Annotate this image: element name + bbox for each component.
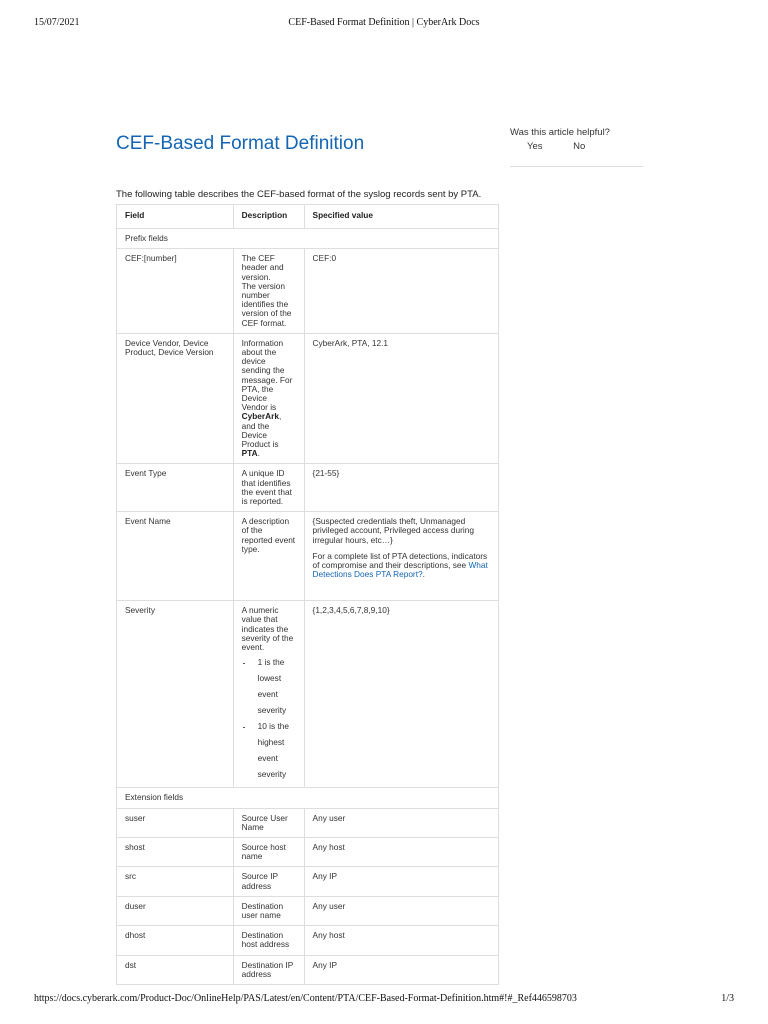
value-cell: Any host	[304, 837, 498, 866]
table-row	[117, 955, 499, 984]
field-cell: CEF:[number]	[117, 249, 234, 334]
list-item: 10 is the highest event severity	[242, 718, 296, 782]
description-cell: Source host name	[233, 837, 304, 866]
table-row	[117, 808, 499, 837]
section-row-extension	[117, 788, 499, 808]
field-cell: Event Name	[117, 512, 234, 601]
print-date: 15/07/2021	[34, 17, 80, 28]
value-cell: CyberArk, PTA, 12.1	[304, 333, 498, 464]
value-cell: Any user	[304, 896, 498, 925]
description-text: .	[257, 448, 260, 459]
section-row-prefix	[117, 229, 499, 249]
print-page-number: 1/3	[721, 993, 734, 1004]
value-cell	[304, 512, 498, 601]
header-field: Field	[117, 205, 234, 229]
value-cell: {1,2,3,4,5,6,7,8,9,10}	[304, 601, 498, 788]
description-cell: Destination IP address	[233, 955, 304, 984]
description-cell: Source IP address	[233, 867, 304, 896]
description-text: , and the Device Product is	[241, 411, 282, 450]
table-header-row	[117, 205, 499, 229]
field-cell: dst	[117, 955, 234, 984]
feedback-buttons	[527, 141, 613, 152]
table-row	[117, 601, 499, 788]
description-cell: A description of the reported event type.	[233, 512, 304, 601]
description-cell	[233, 333, 304, 464]
field-cell: suser	[117, 808, 234, 837]
description-cell: Destination user name	[233, 896, 304, 925]
feedback-no-button[interactable]: No	[573, 141, 586, 152]
description-text: Information about the device sending the message. For PTA, the Device Vendor is	[241, 337, 293, 413]
description-cell: A unique ID that identifies the event that is reported.	[233, 464, 304, 512]
description-cell	[233, 601, 304, 788]
description-cell	[233, 249, 304, 334]
section-label-extension: Extension fields	[117, 788, 499, 808]
value-cell: {21-55}	[304, 464, 498, 512]
cef-format-table	[116, 204, 499, 985]
value-note-text: For a complete list of PTA detections, indicators of compromise and their descriptions, see	[312, 550, 488, 571]
value-cell: Any IP	[304, 867, 498, 896]
field-cell: duser	[117, 896, 234, 925]
article-feedback	[510, 127, 643, 167]
section-label-prefix: Prefix fields	[117, 229, 499, 249]
description-text: A numeric value that indicates the severity of the event.	[241, 605, 294, 653]
product-name: PTA	[241, 448, 258, 459]
severity-list	[242, 654, 296, 782]
value-cell: Any user	[304, 808, 498, 837]
value-cell: CEF:0	[304, 249, 498, 334]
table-row	[117, 249, 499, 334]
field-cell: dhost	[117, 926, 234, 955]
description-text: The version number identifies the version of the CEF format.	[241, 280, 292, 328]
vendor-name: CyberArk	[241, 411, 279, 422]
detections-link[interactable]: What Detections Does PTA Report?	[312, 560, 488, 580]
field-cell: Device Vendor, Device Product, Device Version	[117, 333, 234, 464]
table-row	[117, 926, 499, 955]
table-row	[117, 464, 499, 512]
feedback-question: Was this article helpful?	[510, 127, 610, 138]
value-cell: Any IP	[304, 955, 498, 984]
field-cell: Event Type	[117, 464, 234, 512]
header-description: Description	[233, 205, 304, 229]
value-cell: Any host	[304, 926, 498, 955]
value-text: {Suspected credentials theft, Unmanaged privileged account, Privileged access during irregular hours, etc…}	[312, 516, 474, 545]
table-row	[117, 512, 499, 601]
table-row	[117, 333, 499, 464]
value-note	[313, 552, 490, 580]
description-cell: Source User Name	[233, 808, 304, 837]
table-row	[117, 896, 499, 925]
print-url: https://docs.cyberark.com/Product-Doc/OnlineHelp/PAS/Latest/en/Content/PTA/CEF-Based-Format-Definition.htm#!#_Ref446598703	[34, 993, 577, 1004]
header-specified-value: Specified value	[304, 205, 498, 229]
page-title: CEF-Based Format Definition	[116, 133, 365, 154]
value-note-end: .	[422, 569, 425, 580]
table-row	[117, 837, 499, 866]
table-row	[117, 867, 499, 896]
print-title: CEF-Based Format Definition | CyberArk Docs	[288, 17, 480, 28]
intro-text: The following table describes the CEF-based format of the syslog records sent by PTA.	[116, 189, 482, 200]
description-cell: Destination host address	[233, 926, 304, 955]
list-item: 1 is the lowest event severity	[242, 654, 296, 718]
field-cell: src	[117, 867, 234, 896]
feedback-yes-button[interactable]: Yes	[527, 141, 543, 152]
description-text: The CEF header and version.	[241, 253, 284, 282]
field-cell: shost	[117, 837, 234, 866]
field-cell: Severity	[117, 601, 234, 788]
